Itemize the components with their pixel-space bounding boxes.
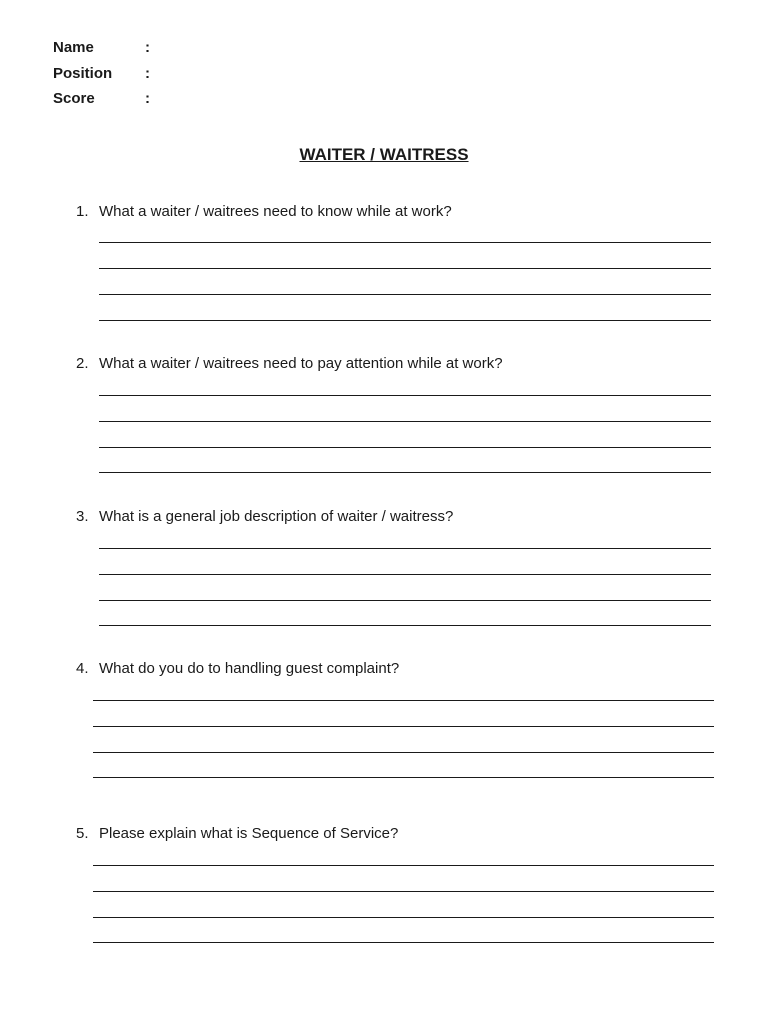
answer-line[interactable]: [99, 268, 711, 269]
answer-line[interactable]: [99, 574, 711, 575]
answer-line[interactable]: [99, 625, 711, 626]
position-separator: :: [145, 65, 150, 82]
answer-line[interactable]: [99, 600, 711, 601]
answer-line[interactable]: [99, 472, 711, 473]
position-label: Position: [53, 65, 113, 82]
answer-line[interactable]: [93, 777, 714, 778]
question-text: What a waiter / waitrees need to pay attention while at work?: [99, 355, 503, 372]
score-field: [53, 90, 150, 108]
answer-line[interactable]: [93, 700, 714, 701]
answer-line[interactable]: [99, 421, 711, 422]
question-text: What is a general job description of waiter / waitress?: [99, 508, 454, 525]
question-number: 2.: [76, 355, 89, 372]
answer-line[interactable]: [93, 865, 714, 866]
question-2: [76, 355, 503, 373]
answer-line[interactable]: [99, 242, 711, 243]
answer-line[interactable]: [99, 320, 711, 321]
answer-line[interactable]: [99, 447, 711, 448]
question-text: What do you do to handling guest complaint?: [99, 660, 400, 677]
answer-line[interactable]: [93, 942, 714, 943]
answer-line[interactable]: [99, 395, 711, 396]
question-number: 1.: [76, 203, 89, 220]
answer-line[interactable]: [99, 294, 711, 295]
question-number: 5.: [76, 825, 89, 842]
answer-line[interactable]: [93, 917, 714, 918]
page-title: WAITER / WAITRESS: [299, 145, 469, 164]
name-separator: :: [145, 39, 150, 56]
question-number: 3.: [76, 508, 89, 525]
question-3: [76, 508, 453, 526]
name-label: Name: [53, 39, 94, 56]
answer-line[interactable]: [99, 548, 711, 549]
position-field: [53, 65, 150, 83]
name-field: [53, 39, 150, 57]
question-5: [76, 825, 398, 843]
question-4: [76, 660, 399, 678]
answer-line[interactable]: [93, 726, 714, 727]
answer-line[interactable]: [93, 752, 714, 753]
answer-line[interactable]: [93, 891, 714, 892]
question-text: What a waiter / waitrees need to know while at work?: [99, 203, 452, 220]
question-text: Please explain what is Sequence of Service?: [99, 825, 399, 842]
score-label: Score: [53, 90, 95, 107]
question-number: 4.: [76, 660, 89, 677]
question-1: [76, 203, 452, 221]
score-separator: :: [145, 90, 150, 107]
